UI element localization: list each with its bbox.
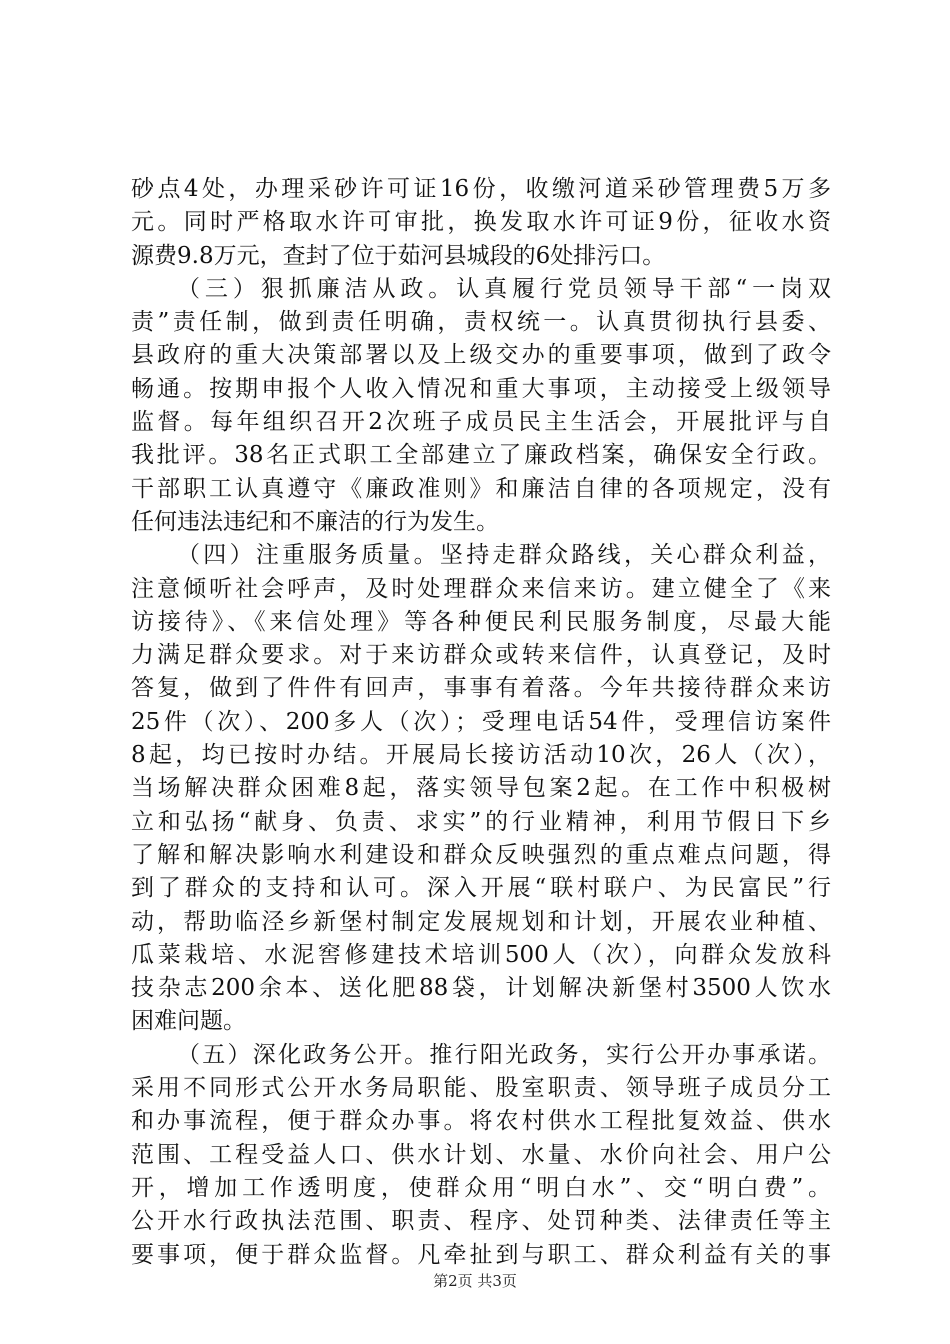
text-line: 砂点4处，办理采砂许可证16份，收缴河道采砂管理费5万多 [131,176,831,202]
text-line: 干部职工认真遵守《廉政准则》和廉洁自律的各项规定，没有 [131,475,831,502]
text-line: 了解和解决影响水利建设和群众反映强烈的重点难点问题，得 [131,841,831,868]
text-line: 县政府的重大决策部署以及上级交办的重要事项，做到了政令 [131,342,831,369]
text-line: 动，帮助临泾乡新堡村制定发展规划和计划，开展农业种植、 [131,908,831,935]
text-line: 访接待》、《来信处理》等各种便民利民服务制度，尽最大能 [131,608,831,635]
text-line: 当场解决群众困难8起，落实领导包案2起。在工作中积极树 [131,775,831,802]
text-line: 我批评。38名正式职工全部建立了廉政档案，确保安全行政。 [131,442,831,469]
text-line: 责”责任制，做到责任明确，责权统一。认真贯彻执行县委、 [131,309,831,336]
text-line: 开，增加工作透明度，使群众用“明白水”、交“明白费”。 [131,1174,831,1201]
page-footer: 第2页 共3页 [433,1272,517,1290]
text-line: 采用不同形式公开水务局职能、股室职责、领导班子成员分工 [131,1075,831,1102]
text-line: 监督。每年组织召开2次班子成员民主生活会，开展批评与自 [131,409,831,436]
text-line: 到了群众的支持和认可。深入开展“联村联户、为民富民”行 [131,875,831,902]
text-line: 公开水行政执法范围、职责、程序、处罚种类、法律责任等主 [131,1208,831,1235]
text-line: 要事项，便于群众监督。凡牵扯到与职工、群众利益有关的事 [131,1241,831,1268]
paragraph-first-line: （三）狠抓廉洁从政。认真履行党员领导干部“一岗双 [177,275,831,302]
document-body [131,173,831,1272]
text-line: 困难问题。 [131,1008,246,1035]
text-line: 技杂志200余本、送化肥88袋，计划解决新堡村3500人饮水 [131,975,831,1002]
text-line: 立和弘扬“献身、负责、求实”的行业精神，利用节假日下乡 [131,808,831,835]
text-line: 25件（次）、200多人（次）；受理电话54件，受理信访案件 [131,708,831,735]
text-line: 源费9.8万元，查封了位于茹河县城段的6处排污口。 [131,242,666,269]
paragraph-first-line: （四）注重服务质量。坚持走群众路线，关心群众利益， [177,542,831,569]
text-line: 范围、工程受益人口、供水计划、水量、水价向社会、用户公 [131,1141,831,1168]
text-line: 力满足群众要求。对于来访群众或转来信件，认真登记，及时 [131,642,831,669]
text-line: 注意倾听社会呼声，及时处理群众来信来访。建立健全了《来 [131,575,831,602]
text-line: 任何违法违纪和不廉洁的行为发生。 [131,508,499,535]
text-line: 瓜菜栽培、水泥窖修建技术培训500人（次），向群众发放科 [131,941,831,968]
text-line: 和办事流程，便于群众办事。将农村供水工程批复效益、供水 [131,1108,831,1135]
text-line: 畅通。按期申报个人收入情况和重大事项，主动接受上级领导 [131,375,831,402]
text-line: 元。同时严格取水许可审批，换发取水许可证9份，征收水资 [131,209,831,236]
text-line: 8起，均已按时办结。开展局长接访活动10次，26人（次）， [131,742,831,769]
text-line: 答复，做到了件件有回声，事事有着落。今年共接待群众来访 [131,675,831,702]
paragraph-first-line: （五）深化政务公开。推行阳光政务，实行公开办事承诺。 [177,1041,831,1068]
